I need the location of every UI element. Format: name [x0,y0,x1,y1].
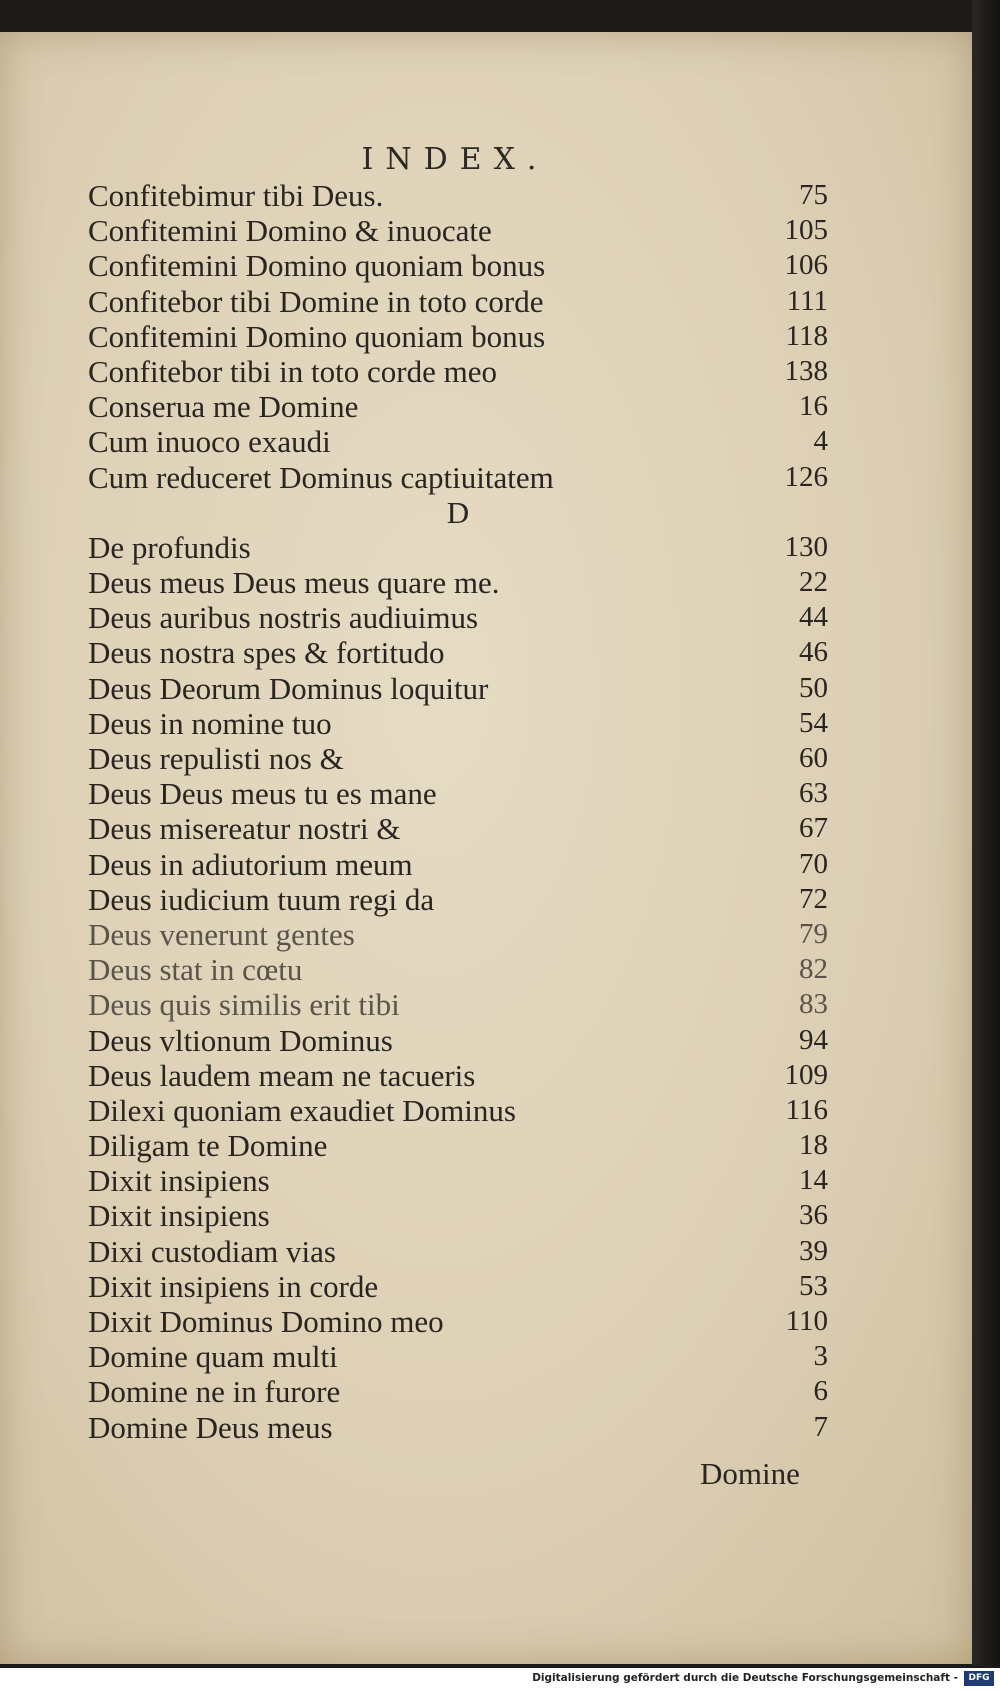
index-entry [88,389,828,424]
entry-title: Deus laudem meam ne tacueris [88,1057,476,1093]
entry-page-number: 7 [813,1410,828,1443]
entry-title: Conserua me Domine [88,389,359,425]
entry-title: Deus nostra spes & fortitudo [88,635,445,671]
index-entry [88,952,828,987]
index-entry [88,460,828,495]
entry-title: Deus vltionum Dominus [88,1022,393,1058]
entry-page-number: 110 [785,1305,828,1337]
entry-title: Deus Deorum Dominus loquitur [88,670,489,706]
index-entry [88,319,828,354]
entry-page-number: 6 [813,1375,828,1408]
index-entry [88,284,828,319]
entry-title: Deus venerunt gentes [88,916,355,952]
entry-title: Deus in adiutorium meum [88,846,413,882]
entry-page-number: 36 [799,1199,828,1232]
index-entry [88,987,828,1022]
index-list [88,178,828,1445]
entry-title: Confitemini Domino & inuocate [88,213,492,249]
footer-credit: Digitalisierung gefördert durch die Deutsche Forschungsgemeinschaft - [532,1672,958,1684]
index-entry [88,354,828,389]
entry-page-number: 39 [799,1234,828,1267]
entry-title: Confitebor tibi Domine in toto corde [88,283,544,319]
entry-page-number: 72 [799,882,828,915]
entry-page-number: 14 [799,1164,828,1197]
entry-title: Deus iudicium tuum regi da [88,881,435,917]
index-entry [88,1269,828,1304]
entry-page-number: 138 [784,354,828,387]
index-entry [88,847,828,882]
entry-title: Dixit insipiens [88,1163,270,1199]
entry-title: Dixit insipiens [88,1198,270,1234]
entry-page-number: 46 [799,636,828,669]
entry-page-number: 70 [799,847,828,880]
section-letter: D [446,494,470,530]
entry-page-number: 116 [785,1093,828,1126]
index-entry [88,1410,828,1445]
entry-title: Domine ne in furore [88,1374,341,1410]
entry-title: De profundis [88,529,251,565]
index-entry [88,811,828,846]
index-entry [88,635,828,670]
entry-page-number: 105 [784,214,828,247]
entry-page-number: 50 [799,671,828,704]
index-entry [88,213,828,248]
entry-title: Deus auribus nostris audiuimus [88,600,479,636]
entry-title: Domine Deus meus [88,1409,333,1445]
index-entry [88,1093,828,1128]
dfg-logo: DFG [964,1671,994,1686]
entry-title: Domine quam multi [88,1339,338,1375]
entry-page-number: 16 [799,390,828,423]
catchword: Domine [700,1456,800,1491]
entry-title: Confitemini Domino quoniam bonus [88,318,546,354]
entry-page-number: 22 [799,566,828,599]
entry-title: Deus Deus meus tu es mane [88,776,437,812]
footer-bar [0,1668,1000,1691]
entry-page-number: 111 [786,284,828,317]
index-entry [88,1163,828,1198]
entry-title: Cum inuoco exaudi [88,424,331,460]
book-edge [972,0,1000,1666]
index-entry [88,248,828,283]
entry-title: Deus stat in cœtu [88,952,303,988]
entry-page-number: 67 [799,812,828,845]
index-entry [88,565,828,600]
index-entry [88,530,828,565]
entry-page-number: 75 [799,179,828,211]
index-entry [88,1304,828,1339]
entry-title: Cum reduceret Dominus captiuitatem [88,459,554,495]
entry-page-number: 130 [784,530,828,563]
entry-page-number: 63 [799,777,828,810]
entry-title: Deus in nomine tuo [88,705,332,741]
index-entry [88,706,828,741]
entry-page-number: 3 [813,1340,828,1373]
entry-title: Confitemini Domino quoniam bonus [88,248,546,284]
index-entry [88,600,828,635]
index-entry [88,1339,828,1374]
entry-title: Deus repulisti nos & [88,741,344,776]
index-entry [88,1128,828,1163]
entry-title: Deus quis similis erit tibi [88,987,400,1023]
entry-page-number: 18 [799,1129,828,1162]
entry-title: Dixit Dominus Domino meo [88,1304,444,1339]
entry-page-number: 53 [799,1269,828,1302]
index-entry [88,1058,828,1093]
index-entry [88,178,828,213]
entry-title: Dixi custodiam vias [88,1233,336,1269]
entry-page-number: 118 [785,319,828,352]
entry-page-number: 126 [784,460,828,493]
entry-page-number: 79 [799,917,828,950]
entry-page-number: 44 [799,601,828,634]
index-entry [88,741,828,776]
entry-page-number: 109 [784,1058,828,1091]
entry-title: Confitebimur tibi Deus. [88,178,384,213]
index-entry [88,1374,828,1409]
entry-page-number: 54 [799,706,828,739]
entry-title: Dilexi quoniam exaudiet Dominus [88,1092,516,1128]
index-entry [88,917,828,952]
index-entry [88,424,828,459]
entry-page-number: 106 [784,249,828,282]
entry-title: Deus misereatur nostri & [88,811,401,847]
entry-title: Dixit insipiens in corde [88,1268,379,1304]
book-page [0,32,974,1664]
entry-page-number: 4 [813,425,828,458]
index-entry [88,776,828,811]
page-heading: INDEX. [361,142,549,177]
entry-page-number: 94 [799,1023,828,1056]
entry-page-number: 82 [799,953,828,986]
index-entry [88,882,828,917]
entry-page-number: 83 [799,988,828,1021]
entry-page-number: 60 [799,742,828,774]
index-entry [88,1023,828,1058]
entry-title: Confitebor tibi in toto corde meo [88,353,497,389]
index-entry [88,1198,828,1233]
entry-title: Diligam te Domine [88,1128,328,1164]
index-entry [88,671,828,706]
index-entry [88,1234,828,1269]
entry-title: Deus meus Deus meus quare me. [88,565,500,601]
